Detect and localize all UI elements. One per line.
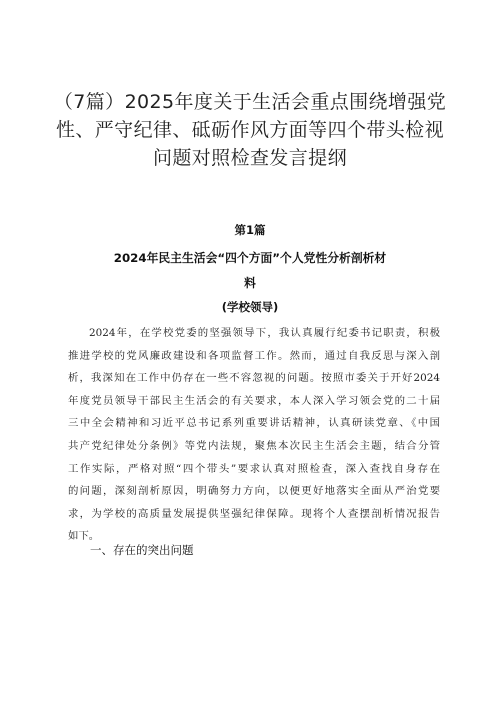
part-label: 第1篇 <box>234 223 266 237</box>
paragraph-line: 年度党员领导干部民主生活会的有关要求，本人深入学习领会党的二十届 <box>68 394 440 407</box>
paragraph-line: 求，为学校的高质量发展提供坚强纪律保障。现将个人查摆剖析情况报告 <box>68 507 440 520</box>
body-paragraph <box>68 322 440 548</box>
section-heading: 一、存在的突出问题 <box>90 543 194 557</box>
subtitle-line: 料 <box>244 276 256 290</box>
paragraph-line: 推进学校的党风廉政建设和各项监督工作。然而，通过自我反思与深入剖 <box>68 349 440 362</box>
subtitle-line: 2024年民主生活会“四个方面”个人党性分析剖析材 <box>113 251 387 265</box>
paragraph-line: 2024年，在学校党委的坚强领导下，我认真履行纪委书记职责，积极 <box>89 327 440 339</box>
paragraph-line: 如下。 <box>68 530 100 543</box>
paragraph-line: 的问题，深刻剖析原因，明确努力方向，以便更好地落实全面从严治党要 <box>68 485 440 498</box>
role-label: (学校领导) <box>221 300 279 314</box>
paragraph-line: 三中全会精神和习近平总书记系列重要讲话精神，认真研读党章、《中国 <box>68 417 440 430</box>
title-line: （7篇）2025年度关于生活会重点围绕增强党 <box>53 91 447 113</box>
paragraph-line: 工作实际，严格对照“四个带头”要求认真对照检查，深入查找自身存在 <box>68 462 440 475</box>
paragraph-line: 析，我深知在工作中仍存在一些不容忽视的问题。按照市委关于开好2024 <box>68 372 440 385</box>
paragraph-line: 共产党纪律处分条例》等党内法规，聚焦本次民主生活会主题，结合分管 <box>68 439 440 452</box>
title-line: 问题对照检查发言提纲 <box>152 147 347 169</box>
document-title <box>40 88 460 172</box>
title-line: 性、严守纪律、砥砺作风方面等四个带头检视 <box>55 119 444 141</box>
